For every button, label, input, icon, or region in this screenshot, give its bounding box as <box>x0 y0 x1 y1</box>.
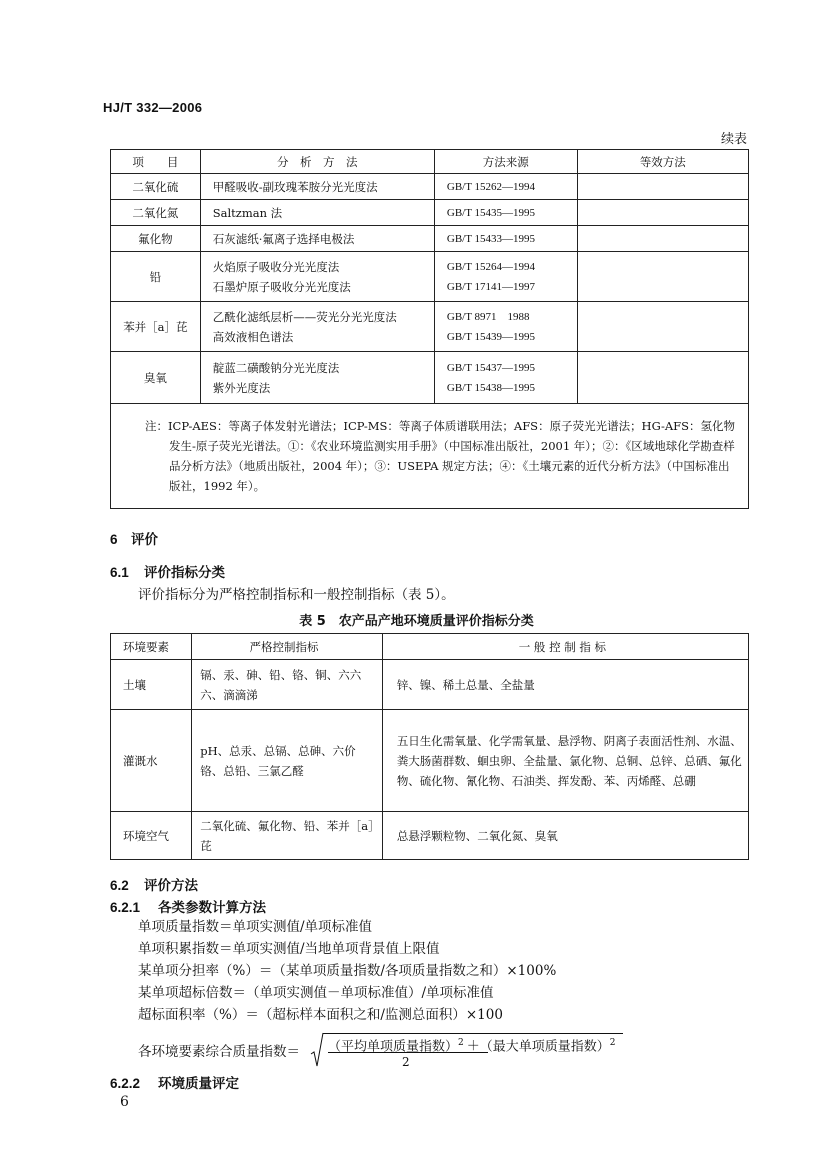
section-title: 评价 <box>131 532 159 547</box>
row-item: 二氧化氮 <box>111 200 201 226</box>
row-strict: 镉、汞、砷、铅、铬、铜、六六六、滴滴涕 <box>192 660 383 710</box>
header-general: 一 般 控 制 指 标 <box>382 634 748 660</box>
composite-formula <box>138 1030 638 1070</box>
table5-caption: 表 5 农产品产地环境质量评价指标分类 <box>299 614 534 629</box>
table-header-row <box>111 634 749 660</box>
continued-label: 续表 <box>720 132 747 147</box>
section-title: 环境质量评定 <box>158 1076 239 1091</box>
table-row <box>111 660 749 710</box>
row-method: 火焰原子吸收分光光度法 <box>212 259 340 274</box>
sqrt-sign-icon <box>310 1032 324 1068</box>
section-6-1-heading: 6.1 评价指标分类 <box>110 565 225 580</box>
row-equivalent <box>577 174 748 200</box>
analysis-method-table <box>110 149 749 509</box>
table-note-row <box>111 404 749 509</box>
row-method: 高效液相色谱法 <box>212 329 294 344</box>
row-method: Saltzman 法 <box>200 200 434 226</box>
table-row <box>111 352 749 404</box>
formula-line: 某单项分担率（%）＝（某单项质量指数/各项质量指数之和）×100% <box>138 963 557 979</box>
row-general: 五日生化需氧量、化学需氧量、悬浮物、阴离子表面活性剂、水温、粪大肠菌群数、蛔虫卵、全盐量、氯化物、总铜、总锌、总硒、氟化物、硫化物、氰化物、石油类、挥发酚、苯、丙烯醛、总硼 <box>382 710 748 812</box>
table-row <box>111 302 749 352</box>
row-element: 灌溉水 <box>111 710 192 812</box>
row-source: GB/T 8971 1988 <box>446 310 530 323</box>
formula-line: 超标面积率（%）＝（超标样本面积之和/监测总面积）×100 <box>138 1007 503 1023</box>
row-strict: 二氧化硫、氟化物、铅、苯并［a］芘 <box>192 812 383 860</box>
row-source: GB/T 15438—1995 <box>446 381 535 394</box>
row-source: GB/T 17141—1997 <box>446 280 535 293</box>
section-title: 评价方法 <box>144 878 198 893</box>
formula-line: 单项质量指数＝单项实测值/单项标准值 <box>138 919 373 935</box>
row-equivalent <box>577 302 748 352</box>
section-title: 各类参数计算方法 <box>158 900 266 915</box>
table-row <box>111 226 749 252</box>
section-6-2-heading: 6.2 评价方法 <box>110 878 198 893</box>
row-element: 环境空气 <box>111 812 192 860</box>
header-element: 环境要素 <box>111 634 192 660</box>
header-source: 方法来源 <box>434 150 577 174</box>
row-method: 石墨炉原子吸收分光光度法 <box>212 279 351 294</box>
row-item: 氟化物 <box>111 226 201 252</box>
row-equivalent <box>577 352 748 404</box>
header-method: 分 析 方 法 <box>200 150 434 174</box>
table-row <box>111 812 749 860</box>
section-6-2-2-heading: 6.2.2 环境质量评定 <box>110 1076 239 1091</box>
row-general: 锌、镍、稀土总量、全盐量 <box>382 660 748 710</box>
row-item: 二氧化硫 <box>111 174 201 200</box>
row-item: 铅 <box>111 252 201 302</box>
row-method: 靛蓝二磺酸钠分光光度法 <box>212 360 340 375</box>
row-source: GB/T 15439—1995 <box>446 330 535 343</box>
section-title: 评价指标分类 <box>144 565 225 580</box>
header-item: 项 目 <box>111 150 201 174</box>
row-source: GB/T 15437—1995 <box>446 361 535 374</box>
section-6-2-1-heading: 6.2.1 各类参数计算方法 <box>110 900 266 915</box>
row-source: GB/T 15264—1994 <box>446 260 535 273</box>
row-item: 臭氧 <box>111 352 201 404</box>
formula-lhs: 各环境要素综合质量指数＝ <box>138 1044 300 1060</box>
numerator: （平均单项质量指数）$^2$ ＋（最大单项质量指数）$^2$ <box>328 1038 616 1055</box>
row-strict: pH、总汞、总镉、总砷、六价铬、总铅、三氯乙醛 <box>192 710 383 812</box>
row-method: 紫外光度法 <box>212 380 271 395</box>
page-number: 6 <box>120 1094 129 1110</box>
section-6-1-text: 评价指标分为严格控制指标和一般控制指标（表 5）。 <box>138 587 455 603</box>
table-row <box>111 200 749 226</box>
table-row <box>111 174 749 200</box>
formula-line: 某单项超标倍数＝（单项实测值－单项标准值）/单项标准值 <box>138 985 494 1001</box>
row-method: 甲醛吸收-副玫瑰苯胺分光光度法 <box>200 174 434 200</box>
formula-list <box>138 916 556 1026</box>
row-element: 土壤 <box>111 660 192 710</box>
denominator: 2 <box>402 1055 410 1069</box>
row-source: GB/T 15435—1995 <box>434 200 577 226</box>
table-note: 注：ICP-AES：等离子体发射光谱法；ICP-MS：等离子体质谱联用法；AFS：原子荧光光谱法；HG-AFS：氢化物发生-原子荧光光谱法。①：《农业环境监测实用手册》（中国标准出版社，2001 年）；②：《区域地球化学勘查样品分析方法》（地质出版社，2004 年）；③：USEPA 规定方法；④：《土壤元素的近代分析方法》（中国标准出版社，1992 年）。 <box>145 419 736 493</box>
table-row <box>111 710 749 812</box>
row-equivalent <box>577 226 748 252</box>
document-header: HJ/T 332—2006 <box>103 100 203 115</box>
formula-line: 单项积累指数＝单项实测值/当地单项背景值上限值 <box>138 941 440 957</box>
row-source: GB/T 15262—1994 <box>434 174 577 200</box>
row-item: 苯并［a］芘 <box>111 302 201 352</box>
table-row <box>111 252 749 302</box>
row-source: GB/T 15433—1995 <box>434 226 577 252</box>
table-header-row <box>111 150 749 174</box>
header-equivalent: 等效方法 <box>577 150 748 174</box>
row-equivalent <box>577 252 748 302</box>
section-6-heading: 6 评价 <box>110 532 159 547</box>
indicator-classification-table <box>110 633 749 860</box>
row-method: 乙酰化滤纸层析——荧光分光光度法 <box>212 309 397 324</box>
header-strict: 严格控制指标 <box>192 634 383 660</box>
row-general: 总悬浮颗粒物、二氧化氮、臭氧 <box>382 812 748 860</box>
row-equivalent <box>577 200 748 226</box>
row-method: 石灰滤纸·氟离子选择电极法 <box>200 226 434 252</box>
